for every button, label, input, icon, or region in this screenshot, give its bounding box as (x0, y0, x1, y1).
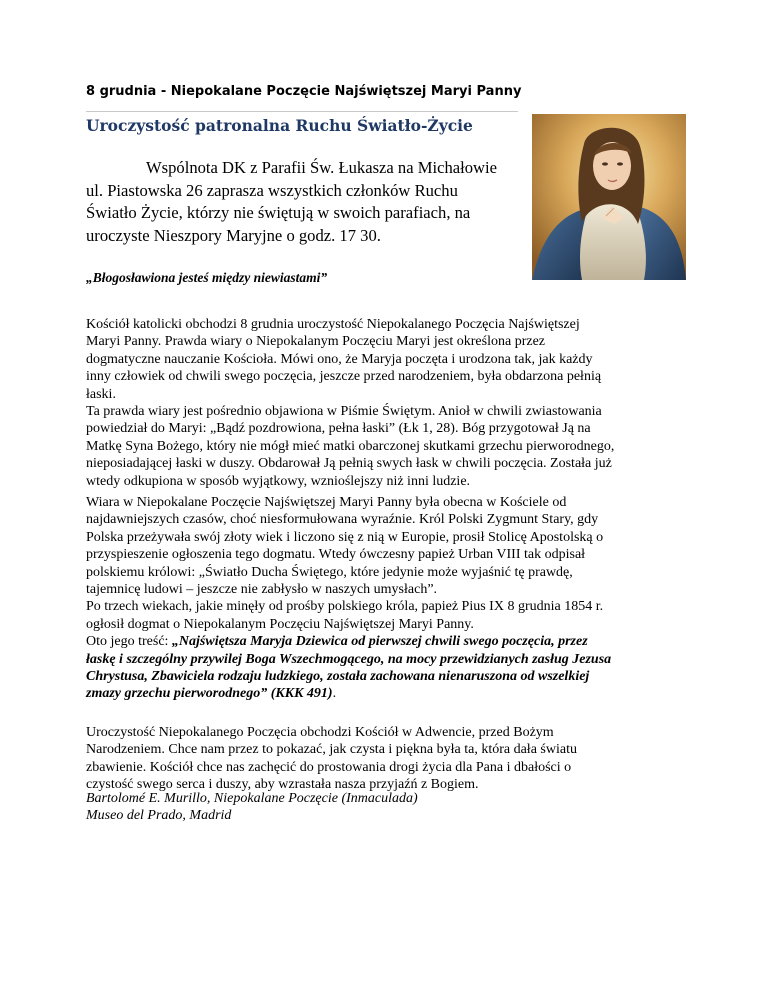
invitation-line: Światło Życie, którzy nie świętują w swoich parafiach, na (86, 203, 471, 222)
text-line: Uroczystość Niepokalanego Poczęcia obchodzi Kościół w Adwencie, przed Bożym (86, 725, 554, 740)
invitation-line: uroczyste Nieszpory Maryjne o godz. 17 30. (86, 225, 381, 245)
image-caption (86, 790, 686, 825)
text-line (86, 633, 686, 650)
text-line: ogłosił dogmat o Niepokalanym Poczęciu Najświętszej Maryi Panny. (86, 616, 474, 632)
text-line: powiedział do Maryi: „Bądź pozdrowiona, pełna łaski” (Łk 1, 28). Bóg przygotował Ją na (86, 421, 591, 437)
paragraph-advent (86, 724, 686, 794)
text-line: polskiemu królowi: „Światło Ducha Świętego, które jedynie może wyjaśnić tę prawdę, (86, 564, 573, 580)
text-line: Matkę Syna Bożego, który nie mógł mieć matki obarczonej skutkami grzechu pierworodnego, (86, 438, 615, 454)
dogma-quote: „Najświętsza Maryja Dziewica od pierwszej chwili swego poczęcia, przez (171, 634, 588, 650)
paragraph-history (86, 316, 686, 490)
text-line: wtedy odkupiona w sposób wyjątkowy, wznioślejszy niż inni ludzie. (86, 473, 471, 489)
page-heading: 8 grudnia - Niepokalane Poczęcie Najświętszej Maryi Panny (86, 84, 522, 99)
text-line: Maryi Panny. Prawda wiary o Niepokalanym Poczęciu Maryi jest określona przez (86, 334, 546, 350)
caption-line: Museo del Prado, Madrid (86, 808, 232, 824)
text-line: Ta prawda wiary jest pośrednio objawiona w Piśmie Świętym. Anioł w chwili zwiastowania (86, 404, 602, 420)
text-line: Polska przeżywała swój złoty wiek i liczono się z nią w Europie, prosił Stolicę Apostolską o (86, 529, 604, 545)
text-line: zbawienie. Kościół chce nas zachęcić do prostowania drogi życia dla Pana i dbałości o (86, 759, 572, 775)
section-title: Uroczystość patronalna Ruchu Światło-Życie (86, 116, 473, 135)
dogma-quote: zmazy grzechu pierworodnego” (KKK 491) (86, 686, 333, 702)
text-line: Po trzech wiekach, jakie minęły od prośby polskiego króla, papież Pius IX 8 grudnia 1854 r. (86, 599, 604, 615)
text-line: przyspieszenie ogłoszenia tego dogmatu. Wtedy ówczesny papież Urban VIII tak odpisał (86, 547, 586, 563)
madonna-painting-image (532, 114, 686, 280)
invitation-line: ul. Piastowska 26 zaprasza wszystkich członków Ruchu (86, 180, 458, 200)
text-line: Kościół katolicki obchodzi 8 grudnia uroczystość Niepokalanego Poczęcia Najświętszej (86, 317, 580, 332)
text-line: dogmatyczne nauczanie Kościoła. Mówi ono, że Maryja poczęta i urodzona tak, jak każdy (86, 351, 593, 367)
text-line: czystość swego serca i duszy, aby wzrastała nasza przyjaźń z Bogiem. (86, 777, 479, 793)
text-line: najdawniejszych czasów, choć niesformułowana wyraźnie. Król Polski Zygmunt Stary, gdy (86, 512, 599, 528)
dogma-lead: Oto jego treść: (86, 634, 172, 650)
text-line: łaski. (86, 386, 116, 402)
text-line: Wiara w Niepokalane Poczęcie Najświętszej Maryi Panny była obecna w Kościele od (86, 495, 567, 510)
text-line: nieposiadającej łaski w duszy. Obdarował Ją pełnią swych łask w chwili poczęcia. Została już (86, 456, 612, 472)
dogma-end: . (332, 686, 337, 702)
text-line: Narodzeniem. Chce nam przez to pokazać, jak czysta i piękna była ta, która dała światu (86, 742, 577, 758)
text-line: tajemnicę ludowi – jeszcze nie zabłysło w naszych umysłach”. (86, 582, 438, 598)
dogma-quote-line: łaskę i szczególny przywilej Boga Wszechmogącego, na mocy przewidzianych zasług Jezusa (86, 651, 612, 667)
invitation-text (86, 157, 530, 247)
heading-divider (86, 111, 518, 112)
invitation-line: Wspólnota DK z Parafii Św. Łukasza na Michałowie (146, 158, 497, 177)
dogma-quote-line: Chrystusa, Zbawiciela rodzaju ludzkiego, została zachowana nienaruszona od wszelkiej (86, 669, 590, 685)
paragraph-dogma (86, 494, 686, 703)
text-line (86, 685, 686, 702)
quote-heading: „Błogosławiona jesteś między niewiastami” (86, 270, 328, 285)
text-line: inny człowiek od chwili swego poczęcia, jeszcze przed narodzeniem, była obdarzona pełnią (86, 369, 602, 385)
caption-line: Bartolomé E. Murillo, Niepokalane Poczęcie (Inmaculada) (86, 791, 418, 806)
